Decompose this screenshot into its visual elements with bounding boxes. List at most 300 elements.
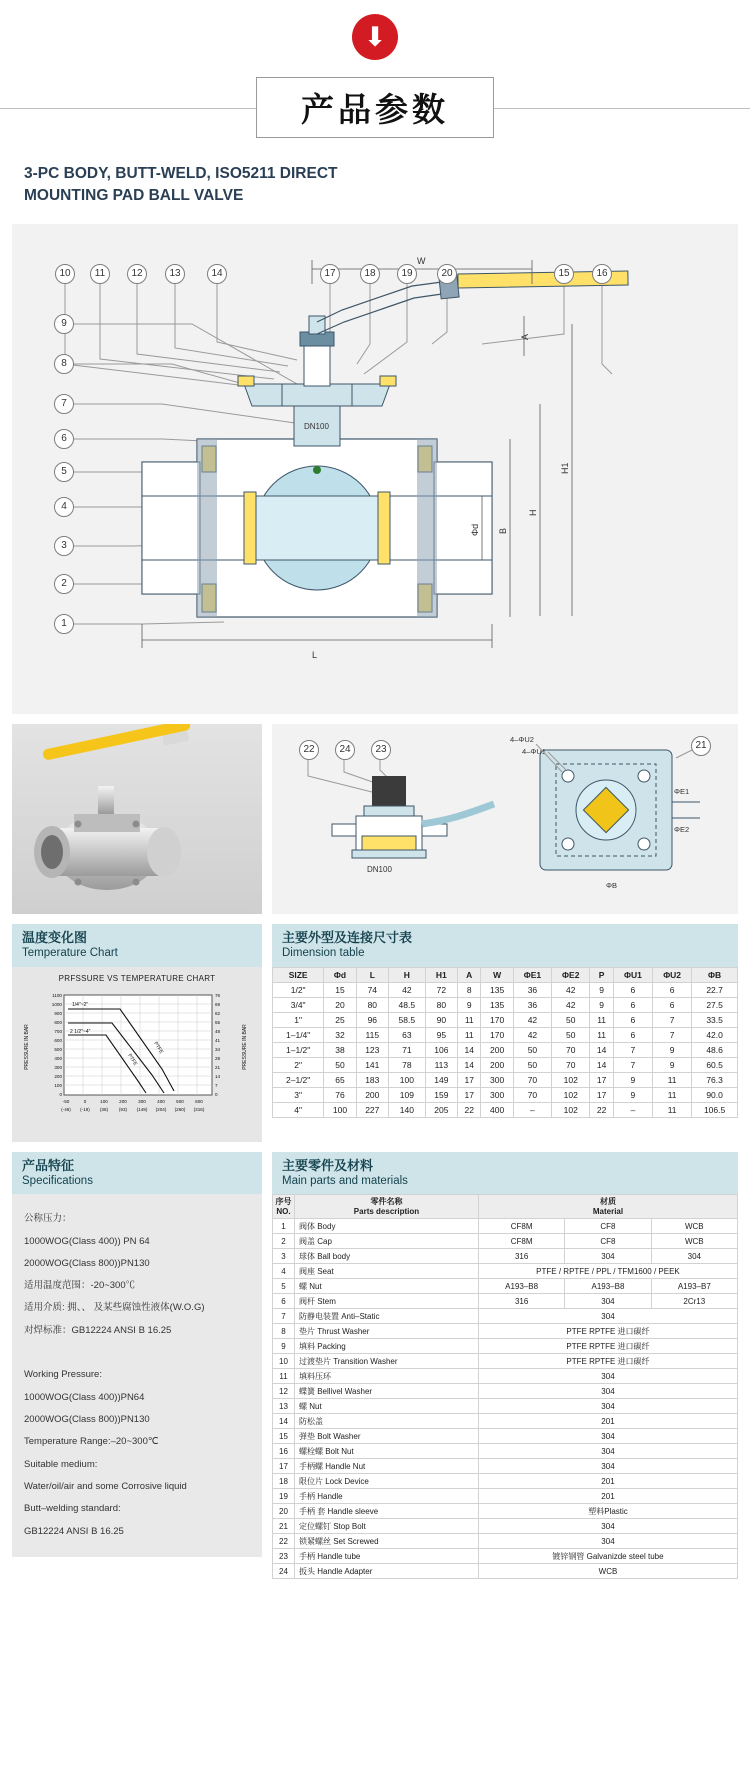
dimension-cell: 14 bbox=[458, 1057, 481, 1072]
dimension-cell: 80 bbox=[425, 997, 457, 1012]
svg-text:7: 7 bbox=[215, 1082, 218, 1088]
dimension-cell: 1/2" bbox=[273, 982, 324, 997]
part-name: 填料 Packing bbox=[295, 1339, 479, 1354]
svg-text:(-18): (-18) bbox=[80, 1106, 90, 1112]
part-material: 304 bbox=[478, 1429, 737, 1444]
parts-col-material-cn: 材质 bbox=[599, 1196, 616, 1206]
dimension-cell: 50 bbox=[513, 1042, 551, 1057]
dimension-cell: 9 bbox=[613, 1072, 652, 1087]
table-row bbox=[273, 1399, 738, 1414]
dimension-cell: 17 bbox=[590, 1087, 613, 1102]
dimension-cell: 11 bbox=[653, 1087, 692, 1102]
dimension-cell: 27.5 bbox=[692, 997, 738, 1012]
callout-9: 9 bbox=[54, 314, 74, 334]
dimension-table bbox=[272, 967, 738, 1118]
svg-text:PTFE: PTFE bbox=[126, 1052, 139, 1067]
dimension-cell: 300 bbox=[481, 1072, 513, 1087]
callout-12: 12 bbox=[127, 264, 147, 284]
svg-text:900: 900 bbox=[54, 1010, 62, 1016]
svg-text:ΦE2: ΦE2 bbox=[674, 824, 690, 834]
table-row bbox=[273, 1519, 738, 1534]
parts-col-name-en: Parts description bbox=[353, 1206, 420, 1216]
dimension-cell: 106 bbox=[425, 1042, 457, 1057]
main-assembly-drawing bbox=[12, 224, 738, 714]
dimension-cell: 7 bbox=[653, 1027, 692, 1042]
dimension-header-en: Dimension table bbox=[282, 947, 365, 960]
part-name: 过渡垫片 Transition Washer bbox=[295, 1354, 479, 1369]
svg-text:A: A bbox=[520, 333, 530, 340]
dimension-cell: 33.5 bbox=[692, 1012, 738, 1027]
dimension-cell: 1–1/2" bbox=[273, 1042, 324, 1057]
svg-text:69: 69 bbox=[215, 1001, 221, 1007]
dimension-cell: 6 bbox=[653, 982, 692, 997]
svg-text:600: 600 bbox=[54, 1037, 62, 1043]
part-material: PTFE / RPTFE / PPL / TFM1600 / PEEK bbox=[478, 1264, 737, 1279]
dimension-cell: 1–1/4" bbox=[273, 1027, 324, 1042]
dimension-cell: 7 bbox=[613, 1042, 652, 1057]
dimension-cell: 11 bbox=[590, 1012, 613, 1027]
dimension-cell: 9 bbox=[653, 1057, 692, 1072]
specs-and-parts-row bbox=[12, 1152, 738, 1588]
specification-line: Water/oil/air and some Corrosive liquid bbox=[24, 1480, 187, 1492]
callout-17: 17 bbox=[320, 264, 340, 284]
svg-text:41: 41 bbox=[215, 1037, 221, 1043]
table-row bbox=[273, 1384, 738, 1399]
dimension-col-header: H1 bbox=[425, 967, 457, 982]
table-row bbox=[273, 1012, 738, 1027]
part-name: 防静电装置 Anti–Static bbox=[295, 1309, 479, 1324]
svg-text:700: 700 bbox=[54, 1028, 62, 1034]
dimension-cell: 36 bbox=[513, 997, 551, 1012]
specification-line: 2000WOG(Class 800))PN130 bbox=[24, 1414, 150, 1425]
dimension-cell: 11 bbox=[653, 1102, 692, 1117]
dimension-cell: 65 bbox=[324, 1072, 356, 1087]
table-row bbox=[273, 1459, 738, 1474]
dimension-cell: 106.5 bbox=[692, 1102, 738, 1117]
svg-text:600: 600 bbox=[195, 1098, 203, 1104]
svg-text:100: 100 bbox=[100, 1098, 108, 1104]
parts-table bbox=[272, 1194, 738, 1579]
part-material: 316 bbox=[478, 1249, 564, 1264]
part-material: 304 bbox=[478, 1519, 737, 1534]
svg-text:B: B bbox=[498, 527, 508, 534]
svg-text:500: 500 bbox=[54, 1046, 62, 1052]
parts-col-no-en: NO. bbox=[276, 1206, 291, 1216]
dimension-cell: 100 bbox=[324, 1102, 356, 1117]
part-number: 15 bbox=[273, 1429, 295, 1444]
dimension-cell: 200 bbox=[481, 1057, 513, 1072]
table-row bbox=[273, 1564, 738, 1579]
part-material: 304 bbox=[478, 1444, 737, 1459]
part-material: 304 bbox=[478, 1369, 737, 1384]
specification-line bbox=[24, 1342, 250, 1364]
dimension-cell: 50 bbox=[552, 1012, 590, 1027]
dimension-col-header: ΦB bbox=[692, 967, 738, 982]
dimension-cell: 159 bbox=[425, 1087, 457, 1102]
svg-text:76: 76 bbox=[215, 992, 221, 998]
specification-line: Butt–welding standard: bbox=[24, 1503, 121, 1515]
dimension-cell: 22 bbox=[458, 1102, 481, 1117]
dimension-cell: 11 bbox=[653, 1072, 692, 1087]
dimension-cell: 200 bbox=[481, 1042, 513, 1057]
part-number: 20 bbox=[273, 1504, 295, 1519]
svg-text:34: 34 bbox=[215, 1046, 221, 1052]
part-name: 限位片 Lock Device bbox=[295, 1474, 479, 1489]
dimension-cell: 11 bbox=[590, 1027, 613, 1042]
callout-4: 4 bbox=[54, 497, 74, 517]
part-material: 201 bbox=[478, 1474, 737, 1489]
svg-text:(-46): (-46) bbox=[61, 1106, 71, 1112]
dimension-cell: 76 bbox=[324, 1087, 356, 1102]
dimension-cell: 2–1/2" bbox=[273, 1072, 324, 1087]
parts-table-header-row bbox=[273, 1195, 738, 1219]
assembly-svg bbox=[12, 224, 738, 714]
part-number: 11 bbox=[273, 1369, 295, 1384]
specification-line: 对焊标准：GB12224 ANSI B 16.25 bbox=[24, 1324, 172, 1336]
table-row bbox=[273, 1534, 738, 1549]
part-material: 304 bbox=[478, 1384, 737, 1399]
dimension-cell: 22 bbox=[590, 1102, 613, 1117]
dimension-cell: 9 bbox=[613, 1087, 652, 1102]
part-name: 蝶簧 Bellivel Washer bbox=[295, 1384, 479, 1399]
dimension-col-header: A bbox=[458, 967, 481, 982]
part-material: CF8 bbox=[565, 1219, 651, 1234]
callout-22: 22 bbox=[299, 740, 319, 760]
dimension-cell: 135 bbox=[481, 997, 513, 1012]
part-number: 5 bbox=[273, 1279, 295, 1294]
arrow-indicator bbox=[0, 0, 750, 65]
dimension-cell: 4" bbox=[273, 1102, 324, 1117]
dimension-cell: 170 bbox=[481, 1012, 513, 1027]
dimension-cell: 50 bbox=[324, 1057, 356, 1072]
dimension-cell: 96 bbox=[356, 1012, 388, 1027]
callout-6: 6 bbox=[54, 429, 74, 449]
part-number: 16 bbox=[273, 1444, 295, 1459]
svg-text:0: 0 bbox=[215, 1091, 218, 1097]
part-name: 手柄螺 Handle Nut bbox=[295, 1459, 479, 1474]
part-number: 8 bbox=[273, 1324, 295, 1339]
down-arrow-icon bbox=[352, 14, 398, 60]
table-row bbox=[273, 1309, 738, 1324]
dimension-cell: – bbox=[513, 1102, 551, 1117]
chart-title: PRFSSURE VS TEMPERATURE CHART bbox=[58, 973, 216, 983]
svg-text:(204): (204) bbox=[155, 1106, 167, 1112]
dimension-cell: 9 bbox=[653, 1042, 692, 1057]
table-row bbox=[273, 1489, 738, 1504]
dimension-cell: 90.0 bbox=[692, 1087, 738, 1102]
table-row bbox=[273, 1504, 738, 1519]
part-name: 阀杆 Stem bbox=[295, 1294, 479, 1309]
part-number: 1 bbox=[273, 1219, 295, 1234]
specifications-column bbox=[12, 1152, 262, 1580]
dimension-cell: 72 bbox=[425, 982, 457, 997]
part-number: 14 bbox=[273, 1414, 295, 1429]
dimension-cell: 70 bbox=[552, 1057, 590, 1072]
part-material: PTFE RPTFE 进口碳纤 bbox=[478, 1339, 737, 1354]
part-name: 螺 Nut bbox=[295, 1399, 479, 1414]
dimension-column bbox=[272, 924, 738, 1142]
part-material: CF8M bbox=[478, 1219, 564, 1234]
mounting-pad-drawings bbox=[272, 724, 738, 914]
specification-line: Working Pressure: bbox=[24, 1369, 102, 1381]
dimension-cell: 123 bbox=[356, 1042, 388, 1057]
dimension-cell: 9 bbox=[458, 997, 481, 1012]
specification-line: 1000WOG(Class 400))PN64 bbox=[24, 1391, 145, 1403]
parts-col-no-cn: 序号 bbox=[275, 1196, 292, 1206]
table-row bbox=[273, 1474, 738, 1489]
svg-text:-50: -50 bbox=[62, 1098, 70, 1104]
product-photo bbox=[12, 724, 262, 914]
dimension-cell: 14 bbox=[458, 1042, 481, 1057]
dimension-cell: 109 bbox=[388, 1087, 425, 1102]
svg-text:(149): (149) bbox=[136, 1106, 148, 1112]
dimension-cell: 42 bbox=[388, 982, 425, 997]
dimension-cell: 170 bbox=[481, 1027, 513, 1042]
part-name: 手柄 套 Handle sleeve bbox=[295, 1504, 479, 1519]
temperature-chart bbox=[12, 967, 262, 1142]
svg-text:100: 100 bbox=[54, 1082, 62, 1088]
dimension-cell: 140 bbox=[388, 1102, 425, 1117]
specifications-list bbox=[12, 1194, 262, 1557]
part-number: 2 bbox=[273, 1234, 295, 1249]
dimension-cell: 6 bbox=[653, 997, 692, 1012]
part-material: A193–B8 bbox=[478, 1279, 564, 1294]
table-row bbox=[273, 1042, 738, 1057]
table-row bbox=[273, 1294, 738, 1309]
callout-21: 21 bbox=[691, 736, 711, 756]
dimension-cell: 71 bbox=[388, 1042, 425, 1057]
temperature-header-cn: 温度变化图 bbox=[22, 929, 88, 945]
dimension-cell: 11 bbox=[458, 1027, 481, 1042]
table-row bbox=[273, 1549, 738, 1564]
dimension-cell: 32 bbox=[324, 1027, 356, 1042]
dimension-cell: 95 bbox=[425, 1027, 457, 1042]
dimension-cell: 70 bbox=[513, 1087, 551, 1102]
dimension-cell: 3/4" bbox=[273, 997, 324, 1012]
chart-and-table-row bbox=[12, 924, 738, 1142]
part-number: 17 bbox=[273, 1459, 295, 1474]
part-number: 12 bbox=[273, 1384, 295, 1399]
callout-8: 8 bbox=[54, 354, 74, 374]
part-name: 阀体 Body bbox=[295, 1219, 479, 1234]
table-row bbox=[273, 1087, 738, 1102]
table-row bbox=[273, 1264, 738, 1279]
dimension-cell: 400 bbox=[481, 1102, 513, 1117]
dimension-col-header: SIZE bbox=[273, 967, 324, 982]
part-name: 手柄 Handle bbox=[295, 1489, 479, 1504]
dimension-cell: 50 bbox=[513, 1057, 551, 1072]
specifications-header-en: Specifications bbox=[22, 1174, 93, 1187]
dimension-cell: 70 bbox=[552, 1042, 590, 1057]
svg-text:1/4"~2": 1/4"~2" bbox=[72, 1001, 89, 1008]
dimension-cell: 7 bbox=[613, 1057, 652, 1072]
dimension-cell: 102 bbox=[552, 1087, 590, 1102]
table-row bbox=[273, 1354, 738, 1369]
svg-text:DN100: DN100 bbox=[304, 421, 329, 431]
table-row bbox=[273, 1279, 738, 1294]
dimension-cell: 2" bbox=[273, 1057, 324, 1072]
part-material: 316 bbox=[478, 1294, 564, 1309]
parts-table-body bbox=[273, 1219, 738, 1579]
page-title-band bbox=[0, 77, 750, 139]
part-material: A193–B7 bbox=[651, 1279, 737, 1294]
svg-text:DN100: DN100 bbox=[367, 864, 392, 874]
temperature-column bbox=[12, 924, 262, 1142]
callout-18: 18 bbox=[360, 264, 380, 284]
callout-5: 5 bbox=[54, 462, 74, 482]
dimension-cell: 14 bbox=[590, 1057, 613, 1072]
svg-text:55: 55 bbox=[215, 1019, 221, 1025]
svg-text:(316): (316) bbox=[193, 1106, 205, 1112]
parts-header-cn: 主要零件及材料 bbox=[282, 1157, 374, 1173]
temperature-header-en: Temperature Chart bbox=[22, 947, 118, 960]
part-material: 304 bbox=[478, 1534, 737, 1549]
specification-line: 适用温度范围：-20~300℃ bbox=[24, 1280, 136, 1292]
svg-text:PRESSURE IN BAR: PRESSURE IN BAR bbox=[242, 1023, 248, 1070]
svg-text:ΦB: ΦB bbox=[606, 880, 617, 890]
part-material: 304 bbox=[565, 1249, 651, 1264]
part-name: 扳头 Handle Adapter bbox=[295, 1564, 479, 1579]
callout-11: 11 bbox=[90, 264, 110, 284]
specification-line: GB12224 ANSI B 16.25 bbox=[24, 1525, 124, 1537]
part-name: 螺 Nut bbox=[295, 1279, 479, 1294]
svg-text:200: 200 bbox=[54, 1073, 62, 1079]
dimension-cell: 42 bbox=[552, 982, 590, 997]
dimension-cell: 102 bbox=[552, 1072, 590, 1087]
part-number: 7 bbox=[273, 1309, 295, 1324]
dimension-cell: 6 bbox=[613, 1012, 652, 1027]
svg-text:(93): (93) bbox=[118, 1106, 128, 1112]
callout-20: 20 bbox=[437, 264, 457, 284]
table-row bbox=[273, 982, 738, 997]
parts-header bbox=[272, 1152, 738, 1195]
table-row bbox=[273, 1429, 738, 1444]
dimension-cell: 48.6 bbox=[692, 1042, 738, 1057]
table-row bbox=[273, 1249, 738, 1264]
svg-text:L: L bbox=[312, 649, 318, 660]
svg-text:300: 300 bbox=[54, 1064, 62, 1070]
table-row bbox=[273, 1072, 738, 1087]
dimension-cell: 6 bbox=[613, 982, 652, 997]
callout-10: 10 bbox=[55, 264, 75, 284]
dimension-col-header: ΦE1 bbox=[513, 967, 551, 982]
part-number: 18 bbox=[273, 1474, 295, 1489]
dimension-cell: 25 bbox=[324, 1012, 356, 1027]
part-name: 弹垫 Bolt Washer bbox=[295, 1429, 479, 1444]
parts-col-name-cn: 零件名称 bbox=[370, 1196, 403, 1206]
dimension-cell: 115 bbox=[356, 1027, 388, 1042]
svg-text:14: 14 bbox=[215, 1073, 221, 1079]
svg-text:1000: 1000 bbox=[51, 1001, 62, 1007]
svg-text:300: 300 bbox=[138, 1098, 146, 1104]
part-material: PTFE RPTFE 进口碳纤 bbox=[478, 1324, 737, 1339]
parts-col-name bbox=[295, 1195, 479, 1219]
table-row bbox=[273, 997, 738, 1012]
part-material: 201 bbox=[478, 1489, 737, 1504]
part-number: 24 bbox=[273, 1564, 295, 1579]
table-row bbox=[273, 1057, 738, 1072]
svg-text:4–ΦU2: 4–ΦU2 bbox=[510, 734, 534, 744]
callout-23: 23 bbox=[371, 740, 391, 760]
svg-text:21: 21 bbox=[215, 1064, 221, 1070]
callout-2: 2 bbox=[54, 574, 74, 594]
dimension-cell: 63 bbox=[388, 1027, 425, 1042]
callout-15: 15 bbox=[554, 264, 574, 284]
down-arrow-glyph: ⬇ bbox=[363, 22, 387, 52]
dimension-cell: 141 bbox=[356, 1057, 388, 1072]
part-number: 22 bbox=[273, 1534, 295, 1549]
dimension-cell: – bbox=[613, 1102, 652, 1117]
svg-text:62: 62 bbox=[215, 1010, 221, 1016]
svg-text:500: 500 bbox=[176, 1098, 184, 1104]
table-row bbox=[273, 1414, 738, 1429]
part-material: 304 bbox=[565, 1294, 651, 1309]
svg-text:0: 0 bbox=[83, 1098, 87, 1104]
dimension-cell: 3" bbox=[273, 1087, 324, 1102]
part-number: 13 bbox=[273, 1399, 295, 1414]
part-number: 21 bbox=[273, 1519, 295, 1534]
dimension-cell: 9 bbox=[590, 982, 613, 997]
dimension-cell: 17 bbox=[590, 1072, 613, 1087]
dimension-cell: 60.5 bbox=[692, 1057, 738, 1072]
specification-line: 1000WOG(Class 400)) PN 64 bbox=[24, 1235, 150, 1247]
dimension-cell: 205 bbox=[425, 1102, 457, 1117]
part-name: 垫片 Thrust Washer bbox=[295, 1324, 479, 1339]
svg-text:400: 400 bbox=[54, 1055, 62, 1061]
dimension-cell: 42 bbox=[513, 1012, 551, 1027]
part-number: 19 bbox=[273, 1489, 295, 1504]
svg-text:4–ΦU1: 4–ΦU1 bbox=[522, 746, 546, 756]
part-material: PTFE RPTFE 进口碳纤 bbox=[478, 1354, 737, 1369]
dimension-cell: 14 bbox=[590, 1042, 613, 1057]
parts-column bbox=[272, 1152, 738, 1580]
parts-col-material bbox=[478, 1195, 737, 1219]
part-number: 9 bbox=[273, 1339, 295, 1354]
dimension-col-header: H bbox=[388, 967, 425, 982]
subtitle-line-2: MOUNTING PAD BALL VALVE bbox=[24, 187, 244, 205]
part-name: 定位螺钉 Stop Bolt bbox=[295, 1519, 479, 1534]
dimension-cell: 90 bbox=[425, 1012, 457, 1027]
part-material: 304 bbox=[478, 1459, 737, 1474]
dimension-col-header: W bbox=[481, 967, 513, 982]
part-number: 4 bbox=[273, 1264, 295, 1279]
dimension-cell: 6 bbox=[613, 1027, 652, 1042]
dimension-cell: 22.7 bbox=[692, 982, 738, 997]
dimension-cell: 200 bbox=[356, 1087, 388, 1102]
secondary-row bbox=[12, 724, 738, 914]
svg-text:28: 28 bbox=[215, 1055, 221, 1061]
svg-text:(38): (38) bbox=[99, 1106, 109, 1112]
svg-text:(260): (260) bbox=[174, 1106, 186, 1112]
part-material: 2Cr13 bbox=[651, 1294, 737, 1309]
part-material: 304 bbox=[651, 1249, 737, 1264]
svg-text:2 1/2"~4": 2 1/2"~4" bbox=[70, 1028, 91, 1035]
dimension-cell: 1" bbox=[273, 1012, 324, 1027]
specification-line: Suitable medium: bbox=[24, 1458, 98, 1470]
svg-text:ΦE1: ΦE1 bbox=[674, 786, 690, 796]
table-row bbox=[273, 1219, 738, 1234]
dimension-cell: 102 bbox=[552, 1102, 590, 1117]
specification-line: 适用介质: 拥、、 及某些腐蚀性液体(W.O.G) bbox=[24, 1302, 205, 1314]
svg-text:200: 200 bbox=[119, 1098, 127, 1104]
dimension-cell: 48.5 bbox=[388, 997, 425, 1012]
dimension-cell: 113 bbox=[425, 1057, 457, 1072]
svg-text:PRESSURE IN BAR: PRESSURE IN BAR bbox=[24, 1023, 30, 1070]
callout-7: 7 bbox=[54, 394, 74, 414]
dimension-cell: 15 bbox=[324, 982, 356, 997]
svg-text:1100: 1100 bbox=[52, 992, 62, 998]
dimension-cell: 300 bbox=[481, 1087, 513, 1102]
